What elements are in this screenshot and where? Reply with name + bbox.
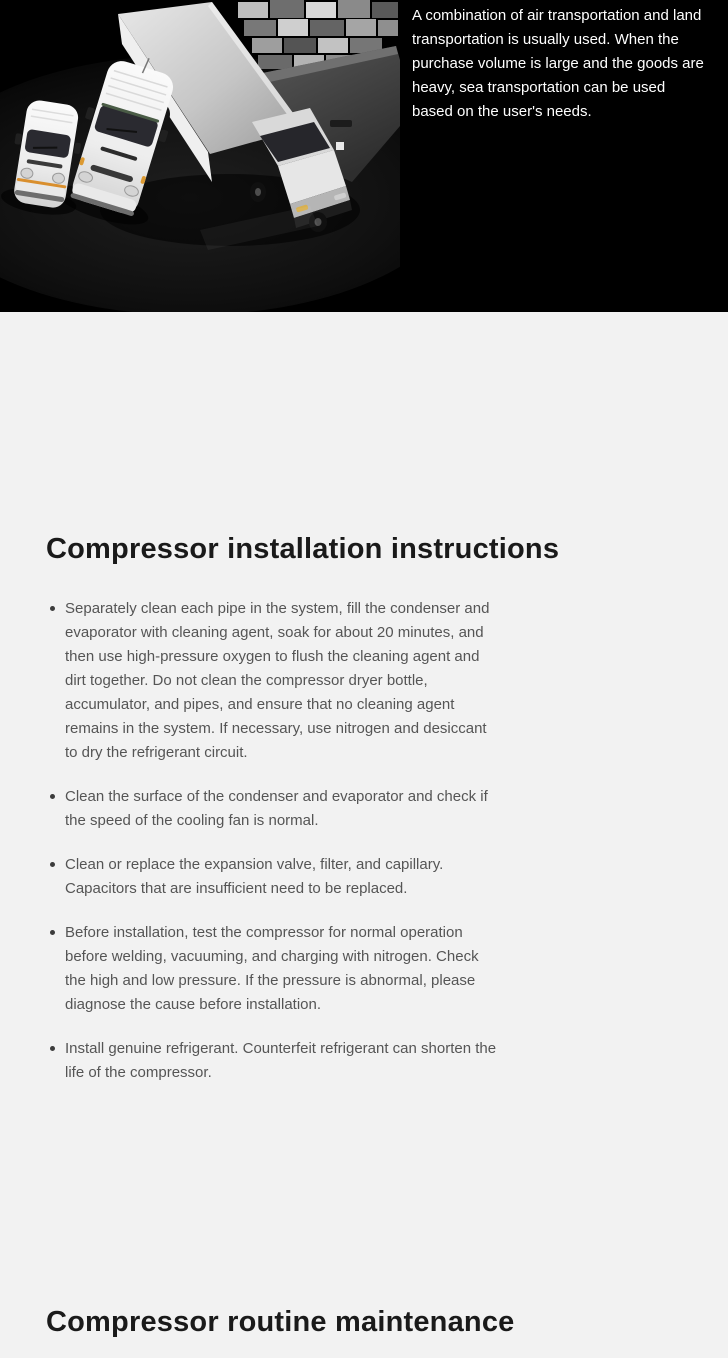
bullet-icon bbox=[50, 794, 55, 799]
bullet-icon bbox=[50, 1046, 55, 1051]
list-item bbox=[46, 785, 501, 833]
hero-section bbox=[0, 0, 728, 312]
bullet-icon bbox=[50, 606, 55, 611]
bullet-icon bbox=[50, 930, 55, 935]
list-item bbox=[46, 1037, 501, 1085]
hero-description: A combination of air transportation and land transportation is usually used. When the purchase volume is large and the goods are heavy, sea transportation can be used based on the user's needs. bbox=[412, 7, 704, 120]
list-item-text: Separately clean each pipe in the system, fill the condenser and evaporator with cleaning agent, soak for about 20 minutes, and then use high-pressure oxygen to flush the cleaning agent and dirt together. Do not clean the compressor dryer bottle, accumulator, and pipes, and ensure that no cleaning agent remains in the system. If necessary, use nitrogen and desiccant to dry the refrigerant circuit. bbox=[65, 600, 490, 761]
list-item-text: Install genuine refrigerant. Counterfeit refrigerant can shorten the life of the compressor. bbox=[65, 1040, 497, 1081]
logistics-photo-illustration bbox=[0, 0, 400, 312]
installation-instructions-list bbox=[46, 597, 506, 1085]
section-title-maintenance: Compressor routine maintenance bbox=[46, 1306, 515, 1338]
main-content bbox=[0, 312, 728, 1339]
section-title-installation: Compressor installation instructions bbox=[46, 533, 560, 565]
list-item-text: Clean or replace the expansion valve, filter, and capillary. Capacitors that are insufficient need to be replaced. bbox=[65, 856, 444, 897]
bullet-icon bbox=[50, 862, 55, 867]
list-item-text: Before installation, test the compressor for normal operation before welding, vacuuming, and charging with nitrogen. Check the high and low pressure. If the pressure is abnormal, please diagnose the cause before installation. bbox=[65, 924, 479, 1013]
logistics-photo bbox=[0, 0, 400, 312]
list-item bbox=[46, 921, 501, 1017]
list-item-text: Clean the surface of the condenser and evaporator and check if the speed of the cooling fan is normal. bbox=[65, 788, 488, 829]
list-item bbox=[46, 853, 501, 901]
list-item bbox=[46, 597, 501, 765]
